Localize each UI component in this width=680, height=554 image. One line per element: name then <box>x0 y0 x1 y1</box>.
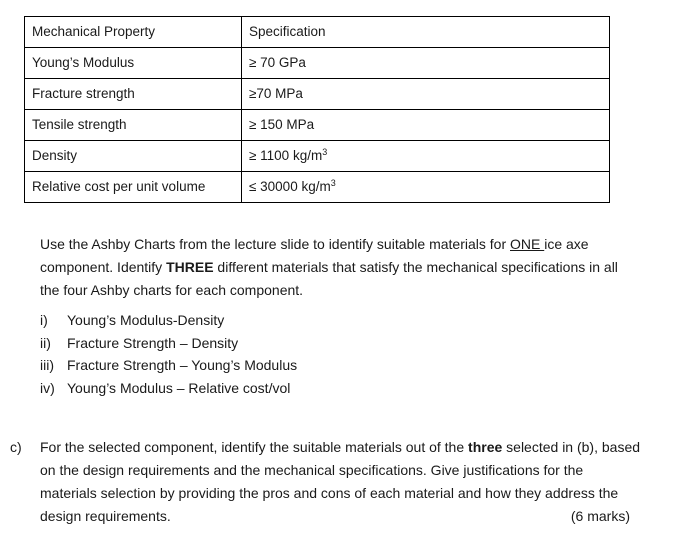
list-item <box>40 354 297 377</box>
part-c-three-bold: three <box>468 439 503 455</box>
property-cell: Young’s Modulus <box>25 48 242 79</box>
intro-text-3: different materials that satisfy the mechanical specifications in all the four Ashby charts for each component. <box>40 259 618 298</box>
list-item-number: ii) <box>40 334 51 351</box>
list-item-number: iv) <box>40 379 55 396</box>
part-c-label: c) <box>10 439 22 455</box>
property-cell: Density <box>25 141 242 172</box>
spec-cell <box>242 141 610 172</box>
table-row <box>25 48 610 79</box>
ashby-chart-list <box>40 309 297 399</box>
property-cell: Fracture strength <box>25 79 242 110</box>
header-property: Mechanical Property <box>25 17 242 48</box>
list-item <box>40 377 297 400</box>
spec-value: ≥ 1100 kg/m <box>249 148 323 164</box>
marks-label: (6 marks) <box>570 508 630 524</box>
list-item-number: i) <box>40 312 48 328</box>
spec-value: ≤ 30000 kg/m <box>249 179 331 195</box>
part-c-text-1: For the selected component, identify the suitable materials out of the <box>40 439 469 455</box>
intro-paragraph <box>40 233 640 302</box>
list-item-label: Fracture Strength – Young’s Modulus <box>67 357 298 373</box>
list-item-label: Young’s Modulus – Relative cost/vol <box>67 379 291 396</box>
part-c-text-2: selected in (b), based on the design requirements and the mechanical specifications. Give justifications for the materials selection by providing the pros and cons of each material and how they address the design requirements. <box>40 439 641 524</box>
list-item-number: iii) <box>40 357 54 373</box>
spec-cell: ≥ 70 GPa <box>242 48 610 79</box>
table-row <box>25 141 610 172</box>
intro-three-bold: THREE <box>166 259 214 275</box>
spec-superscript: 3 <box>322 147 328 158</box>
intro-text-2: ice axe component. Identify <box>40 236 589 275</box>
intro-text-1: Use the Ashby Charts from the lecture slide to identify suitable materials for <box>40 236 510 252</box>
list-item-label: Fracture Strength – Density <box>67 334 239 351</box>
spec-cell: ≥70 MPa <box>242 79 610 110</box>
table-row <box>25 172 610 203</box>
part-c-paragraph <box>40 436 640 528</box>
property-cell: Tensile strength <box>25 110 242 141</box>
list-item <box>40 309 297 332</box>
table-header-row <box>25 17 610 48</box>
intro-one-underlined: ONE <box>510 236 545 252</box>
property-cell: Relative cost per unit volume <box>25 172 242 203</box>
table-row <box>25 110 610 141</box>
spec-superscript: 3 <box>330 178 336 189</box>
spec-cell <box>242 172 610 203</box>
header-specification: Specification <box>242 17 610 48</box>
list-item-label: Young’s Modulus-Density <box>67 312 225 328</box>
list-item <box>40 332 297 355</box>
spec-cell: ≥ 150 MPa <box>242 110 610 141</box>
table-row <box>25 79 610 110</box>
mechanical-spec-table <box>24 16 610 203</box>
